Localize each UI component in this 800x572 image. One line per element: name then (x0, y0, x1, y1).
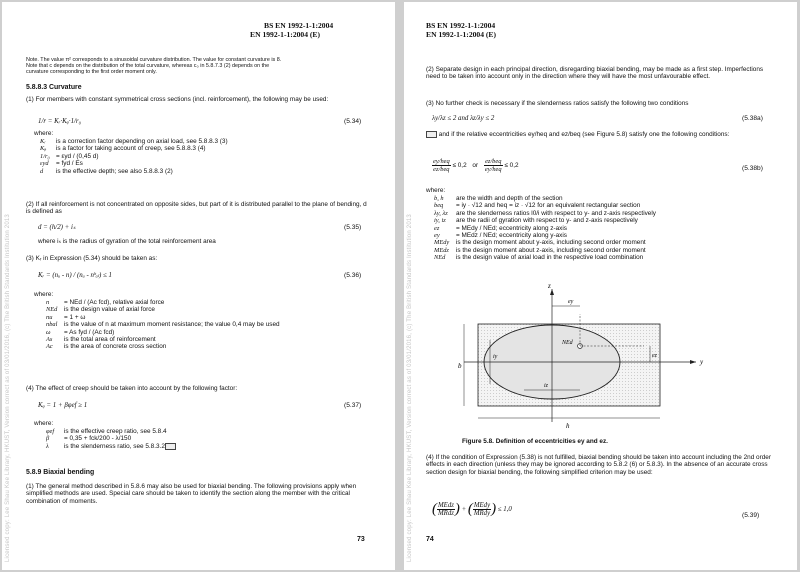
symbol: As (46, 336, 53, 344)
numerator: ez/beq (485, 158, 502, 165)
y-label: y (700, 358, 704, 366)
page-number: 74 (426, 536, 434, 543)
symbol: MEdy (434, 239, 450, 247)
fraction (473, 502, 491, 517)
symbol: ω (46, 328, 51, 336)
definition-row (46, 443, 176, 450)
equation-5-38b (432, 158, 519, 173)
paragraph-text: and if the relative eccentricities ey/heq and ez/beq (see Figure 5.8) satisfy one the following conditions: (438, 131, 730, 139)
figure-caption: Figure 5.8. Definition of eccentricities ey and ez. (462, 438, 608, 445)
definition: is the effective depth; see also 5.8.8.3 (2) (56, 167, 173, 175)
ez-label: ez (652, 353, 657, 359)
z-label: z (548, 284, 551, 290)
definition-row (46, 343, 280, 350)
watermark-right: Licensed copy: Lee Shau Kee Library, HKUST, Version correct as of 03/01/2016, (c) The British Standards Institution 2013 (407, 214, 413, 562)
paragraph: (3) No further check is necessary if the slenderness ratios satisfy the following two conditions (426, 100, 689, 107)
denominator: MRdy (473, 510, 491, 517)
equation-5-35: d = (h/2) + iₛ (38, 224, 76, 231)
definition: = fyd / Es (56, 160, 83, 168)
definition: are the radii of gyration with respect to y- and z-axis respectively (456, 217, 638, 225)
symbol: NEd (46, 306, 58, 314)
note-block (26, 57, 371, 76)
equation-number: (5.35) (344, 224, 362, 231)
definition-row (434, 210, 656, 217)
fraction (432, 158, 451, 173)
paren-open: ( (467, 500, 473, 517)
paragraph: (2) Separate design in each principal direction, disregarding biaxial bending, may be made as a first step. Imperfections need to be taken into account only in the direction where they will have the most unfavourable effect. (426, 66, 764, 81)
paragraph: where iₛ is the radius of gyration of the total reinforcement area (38, 238, 216, 245)
denominator: ez/beq (433, 166, 450, 173)
fraction (484, 158, 503, 173)
definition-list-1 (40, 138, 228, 175)
symbol: MEdz (434, 246, 449, 254)
paragraph (426, 131, 781, 139)
amendment-icon (165, 443, 176, 450)
definition: is the design moment about y-axis, including second order moment (456, 239, 646, 247)
where-label: where: (34, 420, 54, 427)
page-73 (2, 2, 395, 570)
definition: = MEdz / NEd; eccentricity along y-axis (456, 232, 567, 240)
definition-row (434, 217, 656, 224)
definition: is the design moment about z-axis, including second order moment (456, 246, 646, 254)
inequality: ≤ 1,0 (497, 506, 512, 514)
symbol: nbal (46, 321, 58, 329)
note-line: curvature corresponding to the first order moment only. (26, 69, 157, 76)
symbol: b, h (434, 195, 444, 202)
definition-row (434, 202, 656, 209)
definition-row (46, 299, 280, 306)
symbol: λy, λz (434, 209, 448, 217)
definition: are the width and depth of the section (456, 195, 563, 202)
figure-5-8 (444, 284, 734, 434)
section-heading-biaxial-bending: 5.8.9 Biaxial bending (26, 469, 95, 476)
symbol: φef (46, 428, 55, 435)
b-label: b (458, 362, 462, 370)
denominator: ey/heq (484, 166, 502, 173)
where-label: where: (34, 291, 54, 298)
y-arrowhead (690, 360, 696, 364)
definition: is the slenderness ratio, see 5.8.3.2 (64, 442, 165, 450)
definition-row (46, 336, 280, 343)
equation-5-39 (432, 502, 512, 517)
symbol: d (40, 167, 44, 175)
definition-list (434, 195, 656, 262)
symbol: 1/r₀ (40, 152, 50, 160)
definition-row (40, 160, 228, 167)
definition: is the total area of reinforcement (64, 336, 156, 344)
watermark-left: Licensed copy: Lee Shau Kee Library, HKUST, Version correct as of 03/01/2016, (c) The British Standards Institution 2013 (5, 214, 11, 562)
definition-row (40, 168, 228, 175)
symbol: ey (434, 232, 440, 240)
paragraph: (4) If the condition of Expression (5.38) is not fulfilled, biaxial bending should be taken into account including the 2nd order effects in each direction (unless they may be ignored according to 5.8.2 (6) or 5.8.3). In the absence of an accurate cross section design for biaxial bending, the following simplified criterion may be used: (426, 454, 771, 476)
definition: = εyd / (0,45 d) (56, 152, 99, 160)
definition-row (434, 232, 656, 239)
equation-number: (5.38a) (742, 115, 763, 122)
header-line1: BS EN 1992-1-1:2004 (426, 21, 496, 30)
paragraph: (4) The effect of creep should be taken into account by the following factor: (26, 385, 238, 392)
where-label: where: (34, 130, 54, 137)
numerator: ey/heq (433, 158, 450, 165)
definition: = NEd / (Ac fcd), relative axial force (64, 299, 165, 306)
h-label: h (566, 422, 570, 430)
paren-open: ( (432, 500, 437, 517)
symbol: β (46, 435, 50, 443)
equation-5-38a: λy/λz ≤ 2 and λz/λy ≤ 2 (432, 115, 495, 122)
page-74 (404, 2, 797, 570)
definition: is the area of concrete cross section (64, 343, 167, 351)
where-label: where: (426, 187, 446, 194)
symbol: Ac (46, 343, 53, 351)
plus: + (461, 506, 467, 514)
definition: = 1 + ω (64, 313, 86, 321)
definition-row (46, 306, 280, 313)
page-number: 73 (357, 536, 365, 543)
definition-list-3 (46, 428, 176, 450)
symbol: λ (46, 442, 49, 450)
header-line2: EN 1992-1-1:2004 (E) (426, 30, 497, 39)
ned-label: NEd (562, 340, 573, 346)
definition-row (434, 239, 656, 246)
definition: = MEdy / NEd; eccentricity along z-axis (456, 224, 567, 232)
inequality: ≤ 0,2 (452, 162, 467, 170)
denominator: MRdz (438, 510, 454, 517)
definition: = 0,35 + fck/200 - λ/150 (64, 435, 132, 443)
equation-number: (5.36) (344, 272, 362, 279)
equation-number: (5.34) (344, 118, 362, 125)
definition-list-2 (46, 299, 280, 351)
definition-row (46, 435, 176, 442)
symbol: εyd (40, 160, 49, 168)
definition-row (434, 254, 656, 261)
symbol: iy, iz (434, 217, 446, 225)
paren-close: ) (454, 500, 460, 517)
symbol: nu (46, 313, 53, 321)
definition-row (40, 145, 228, 152)
equation-number: (5.39) (742, 512, 760, 519)
section-heading-curvature: 5.8.8.3 Curvature (26, 84, 82, 91)
definition: is a factor for taking account of creep, see 5.8.8.3 (4) (56, 145, 206, 153)
equation-5-36: Kᵣ = (nᵤ - n) / (nᵤ - nᵇₐₗ) ≤ 1 (38, 272, 112, 279)
note-line: Note that c depends on the distribution of the total curvature, whereas c₀ in 5.8.7.3 (2) depends on the (26, 63, 270, 70)
definition-row (46, 321, 280, 328)
definition-row (434, 247, 656, 254)
equation-number: (5.37) (344, 402, 362, 409)
header-line2: EN 1992-1-1:2004 (E) (250, 30, 321, 39)
equation-5-37: Kᵩ = 1 + βφef ≥ 1 (38, 402, 88, 409)
definition-row (40, 138, 228, 145)
iy-label: iy (493, 354, 498, 360)
definition-row (46, 428, 176, 435)
paragraph: (1) The general method described in 5.8.6 may also be used for biaxial bending. The following provisions apply when simplified methods are used. Special care should be taken to identify the section along the member with the critical combination of moments. (26, 483, 357, 505)
definition-row (434, 225, 656, 232)
definition-row (40, 153, 228, 160)
header-line1: BS EN 1992-1-1:2004 (264, 21, 334, 30)
numerator: MEdy (473, 502, 491, 509)
symbol: beq (434, 202, 444, 210)
definition: = iy · √12 and heq = iz · √12 for an equivalent rectangular section (456, 202, 641, 210)
definition: is the design value of axial force (64, 306, 155, 314)
definition: are the slenderness ratios l0/i with respect to y- and z-axis respectively (456, 209, 656, 217)
equation-number: (5.38b) (742, 165, 763, 172)
note-line: Note. The value π² corresponds to a sinusoidal curvature distribution. The value for constant curvature is 8. (26, 57, 282, 63)
amendment-icon (426, 131, 437, 138)
inequality: ≤ 0,2 (504, 162, 519, 170)
symbol: n (46, 299, 50, 306)
paren-close: ) (491, 500, 497, 517)
numerator: MEdz (438, 502, 454, 509)
definition-row (46, 329, 280, 336)
iz-label: iz (544, 383, 549, 389)
paragraph: (2) If all reinforcement is not concentrated on opposite sides, but part of it is distributed parallel to the plane of bending, d is defined as (26, 201, 367, 216)
definition: = As fyd / (Ac fcd) (64, 328, 115, 336)
paragraph: (1) For members with constant symmetrical cross sections (incl. reinforcement), the following may be used: (26, 96, 329, 103)
symbol: NEd (434, 254, 446, 262)
paragraph: (3) Kᵣ in Expression (5.34) should be taken as: (26, 255, 158, 262)
definition: is the design value of axial load in the respective load combination (456, 254, 644, 262)
ey-label: ey (568, 299, 574, 305)
definition-row (46, 314, 280, 321)
or-text: or (472, 162, 479, 170)
symbol: Kᵣ (40, 138, 46, 145)
definition: is the value of n at maximum moment resistance; the value 0,4 may be used (64, 321, 280, 329)
definition: is the effective creep ratio, see 5.8.4 (64, 428, 167, 435)
definition: is a correction factor depending on axial load, see 5.8.8.3 (3) (56, 138, 228, 145)
fraction (437, 502, 455, 517)
symbol: Kᵩ (40, 145, 47, 153)
equation-5-34: 1/r = Kᵣ·Kᵩ·1/r₀ (38, 118, 82, 125)
symbol: ez (434, 224, 440, 232)
